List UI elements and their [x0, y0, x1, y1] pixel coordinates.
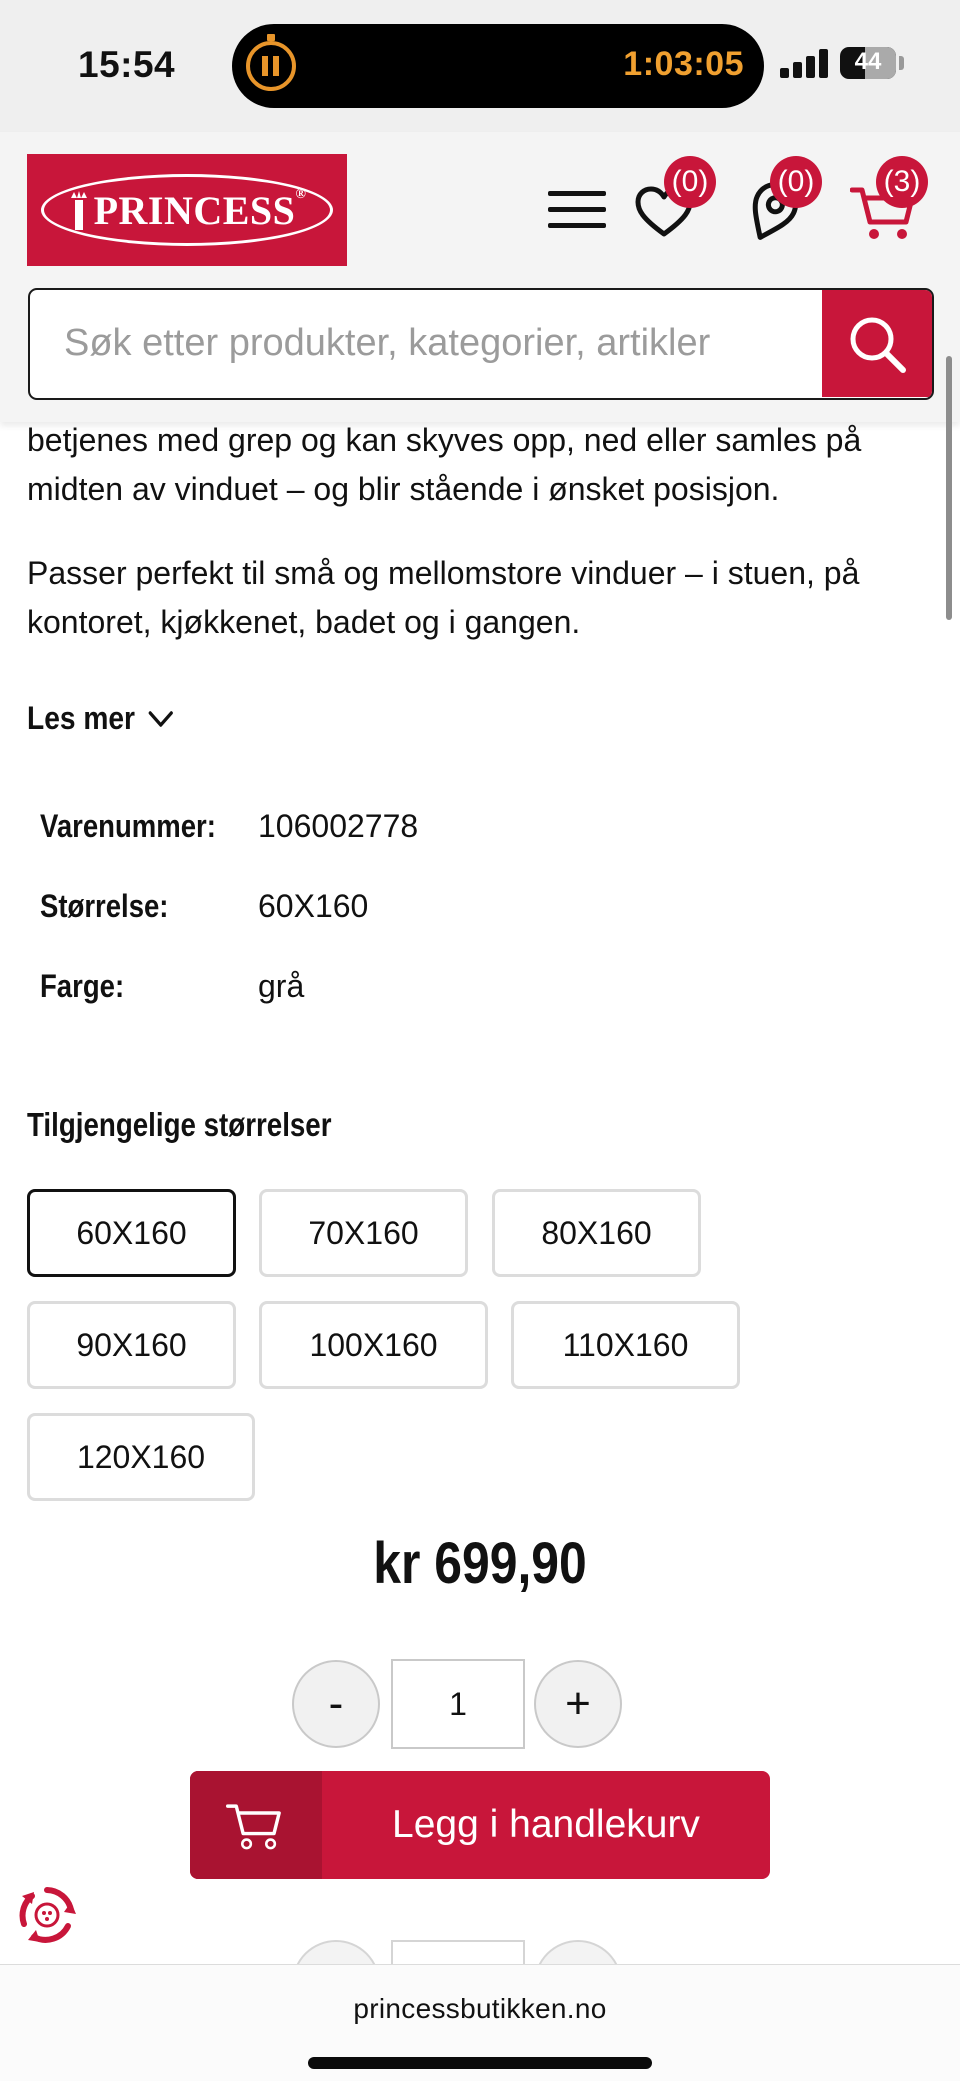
add-to-cart-icon-cell — [190, 1771, 322, 1879]
wishlist-button[interactable] — [632, 165, 709, 244]
search-box — [28, 288, 934, 400]
page-scrollbar[interactable] — [946, 356, 952, 620]
recycle-widget-icon[interactable] — [14, 1882, 80, 1948]
quantity-decrease-button[interactable]: - — [292, 1660, 380, 1748]
read-more-toggle[interactable] — [27, 700, 174, 737]
add-to-cart-button[interactable] — [190, 1771, 770, 1879]
status-bar — [0, 0, 960, 132]
quantity-input[interactable] — [391, 1659, 525, 1749]
cart-button[interactable] — [850, 165, 921, 244]
size-option-90x160[interactable]: 90X160 — [27, 1301, 236, 1389]
spec-value: 60X160 — [258, 888, 369, 924]
chevron-down-icon — [147, 709, 173, 729]
store-locator-button[interactable] — [740, 165, 815, 244]
magnifier-icon — [845, 312, 909, 376]
spec-value: grå — [258, 968, 305, 1004]
spec-value: 106002778 — [258, 808, 419, 844]
logo-text: PRINCESS® — [93, 186, 307, 233]
battery-tip — [899, 56, 904, 70]
spec-row-color — [40, 968, 740, 1018]
search-button[interactable] — [822, 290, 932, 397]
product-description — [27, 416, 927, 682]
cart-count-badge: (3) — [876, 156, 928, 208]
status-time: 15:54 — [78, 44, 176, 85]
size-option-60x160[interactable]: 60X160 — [27, 1189, 236, 1277]
spec-label: Varenummer: — [40, 808, 216, 844]
timer-readout: 1:03:05 — [623, 45, 744, 83]
size-option-80x160[interactable]: 80X160 — [492, 1189, 701, 1277]
home-indicator[interactable] — [308, 2057, 652, 2069]
size-option-100x160[interactable]: 100X160 — [259, 1301, 488, 1389]
cellular-signal-icon — [780, 48, 828, 78]
stores-count-badge: (0) — [770, 156, 822, 208]
dynamic-island[interactable] — [232, 24, 764, 108]
url-text[interactable]: princessbutikken.no — [353, 1993, 607, 2024]
wishlist-count-badge: (0) — [664, 156, 716, 208]
princess-logo[interactable] — [27, 154, 347, 266]
size-option-110x160[interactable]: 110X160 — [511, 1301, 740, 1389]
hamburger-menu-icon[interactable] — [548, 188, 606, 230]
description-paragraph: betjenes med grep og kan skyves opp, ned eller samles på midten av vinduet – og blir stående i ønsket posisjon. — [27, 422, 862, 507]
logo-oval — [41, 174, 333, 246]
search-input[interactable] — [30, 290, 824, 397]
read-more-label: Les mer — [27, 700, 136, 736]
quantity-increase-button[interactable]: + — [534, 1660, 622, 1748]
browser-address-bar[interactable] — [0, 1964, 960, 2081]
stopwatch-icon — [246, 41, 296, 91]
battery-percentage: 44 — [854, 48, 882, 75]
spec-label: Farge: — [40, 968, 125, 1004]
battery-icon — [840, 47, 896, 79]
size-option-70x160[interactable]: 70X160 — [259, 1189, 468, 1277]
shopping-cart-icon — [226, 1797, 286, 1853]
available-sizes-title: Tilgjengelige størrelser — [27, 1106, 332, 1143]
spec-label: Størrelse: — [40, 888, 169, 924]
size-option-120x160[interactable]: 120X160 — [27, 1413, 255, 1501]
spec-row-item-number — [40, 808, 740, 858]
add-to-cart-label: Legg i handlekurv — [392, 1803, 700, 1846]
crown-icon — [68, 188, 90, 232]
spec-row-size — [40, 888, 740, 938]
product-price: kr 699,90 — [373, 1531, 587, 1596]
site-header — [0, 132, 960, 422]
description-paragraph: Passer perfekt til små og mellomstore vinduer – i stuen, på kontoret, kjøkkenet, badet og i gangen. — [27, 555, 860, 640]
